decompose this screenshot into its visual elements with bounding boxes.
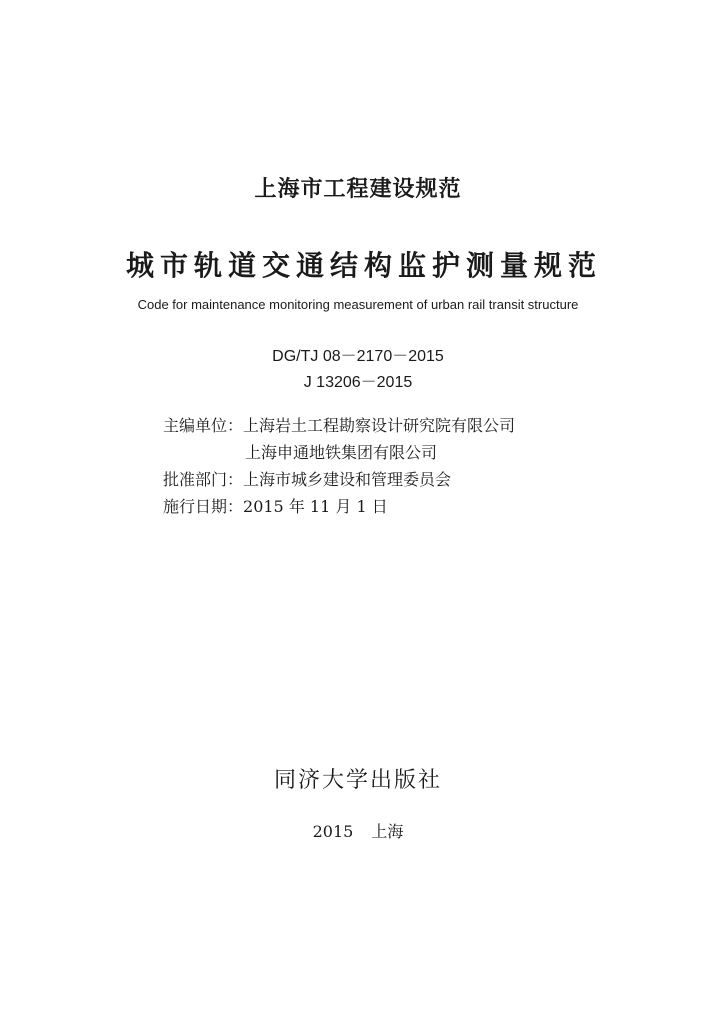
editor-row-2	[245, 445, 437, 461]
effective-date-row	[163, 499, 388, 515]
approver-label: 批准部门：	[163, 470, 244, 489]
editor-label: 主编单位：	[163, 416, 244, 435]
standard-number: DG/TJ 08－2170－2015	[272, 348, 444, 365]
effective-date-value: 2015 年 11 月 1 日	[243, 497, 388, 516]
approver-row	[163, 472, 451, 488]
main-title: 城市轨道交通结构监护测量规范	[125, 249, 602, 282]
record-number: J 13206－2015	[303, 374, 413, 391]
english-title: Code for maintenance monitoring measurement of urban rail transit structure	[137, 297, 579, 312]
publication-line	[0, 819, 716, 842]
publication-year: 2015	[312, 822, 354, 841]
series-title: 上海市工程建设规范	[254, 177, 462, 202]
publication-city: 上海	[371, 822, 404, 841]
approver-value: 上海市城乡建设和管理委员会	[243, 470, 452, 489]
editor-unit-2: 上海申通地铁集团有限公司	[245, 443, 438, 462]
publisher-name: 同济大学出版社	[273, 768, 442, 793]
editor-unit-1: 上海岩土工程勘察设计研究院有限公司	[243, 416, 516, 435]
editor-row	[163, 418, 515, 434]
effective-date-label: 施行日期：	[163, 497, 244, 516]
